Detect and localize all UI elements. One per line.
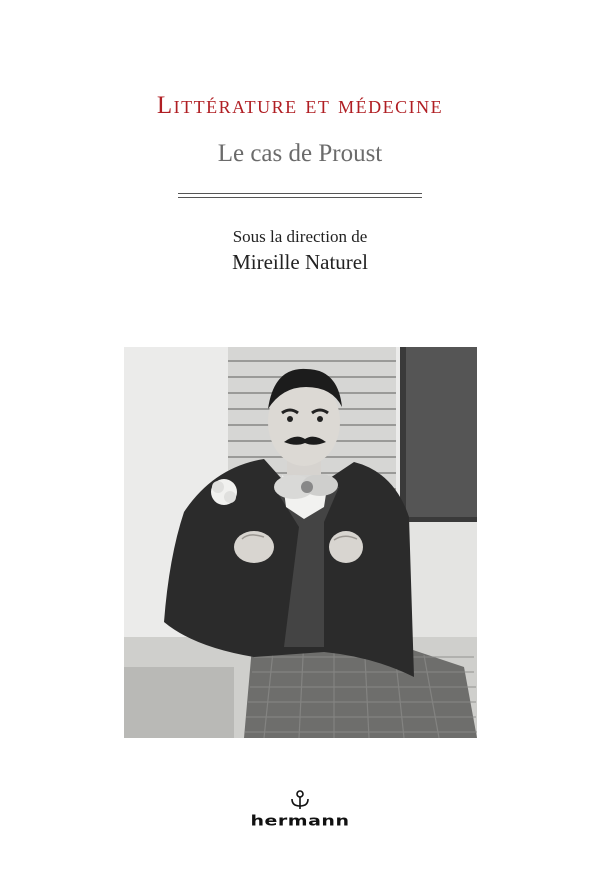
editor-name: Mireille Naturel bbox=[232, 250, 368, 274]
book-subtitle: Le cas de Proust bbox=[217, 140, 383, 167]
portrait-illustration bbox=[124, 347, 477, 738]
publisher-block bbox=[0, 790, 600, 832]
book-title: Littérature et médecine bbox=[156, 92, 444, 119]
direction-label: Sous la direction de bbox=[232, 227, 368, 246]
publisher-name: hermann bbox=[250, 812, 350, 830]
double-rule-divider bbox=[178, 193, 422, 198]
cover-photo bbox=[124, 347, 477, 738]
publisher-logo-icon bbox=[288, 790, 312, 810]
